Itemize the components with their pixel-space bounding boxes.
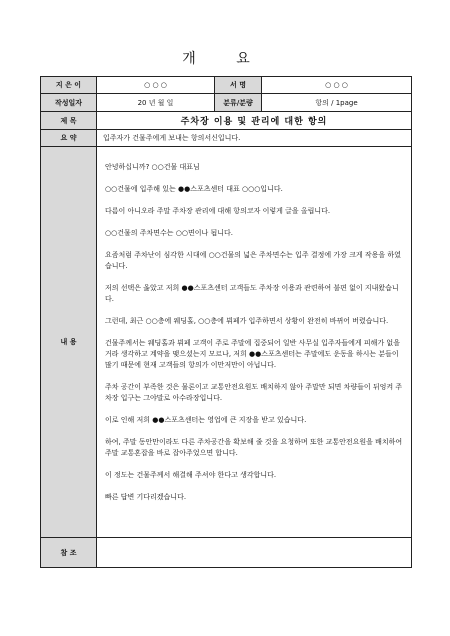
summary-form-table — [40, 76, 412, 568]
author-label: 지 은 이 — [41, 77, 97, 94]
date-label: 작성일자 — [41, 94, 97, 112]
content-label: 내 용 — [41, 147, 97, 538]
paragraph-greeting: 안녕하십니까? ○○건물 대표님 — [105, 163, 200, 171]
paragraph-expectation: 이 정도는 건물주께서 해결해 주셔야 한다고 생각합니다. — [105, 471, 277, 479]
category-label: 분류/분량 — [215, 94, 262, 112]
signature-value: ○ ○ ○ — [262, 77, 412, 94]
summary-label: 요 약 — [41, 130, 97, 147]
paragraph-change: 그런데, 최근 ○○층에 웨딩홀, ○○층에 뷔페가 입주하면서 상황이 완전히 바뀌어 버렸습니다. — [105, 317, 389, 325]
content-body — [97, 147, 412, 538]
paragraph-past-satisfaction: 저의 선택은 옳았고 저희 ●●스포츠센터 고객들도 주차장 이용과 관련하여 불편 없이 지내왔습니다. — [105, 284, 399, 303]
signature-label: 서 명 — [215, 77, 262, 94]
paragraph-parking-count: ○○건물의 주차면수는 ○○면이나 됩니다. — [105, 229, 233, 237]
paragraph-decision-reason: 요즘처럼 주차난이 심각한 시대에 ○○건물의 넓은 주차면수는 입주 결정에 가장 크게 작용을 하였습니다. — [105, 251, 401, 270]
reference-label: 참 조 — [41, 538, 97, 568]
paragraph-request: 하여, 주말 동안만이라도 다른 주차공간을 확보해 줄 것을 요청하며 또한 교통안전요원을 배치하여 주말 교통혼잡을 바로 잡아주었으면 합니다. — [105, 438, 403, 457]
paragraph-closing: 빠른 답변 기다리겠습니다. — [105, 493, 187, 501]
paragraph-complaint: 건물주께서는 웨딩홀과 뷔페 고객이 주로 주말에 집중되어 일반 사무실 입주자들에게 피해가 없을 거라 생각하고 계약을 맺으셨는지 모르나, 저희 ●●스포츠센터는 주말에도 운동을 하시는 분들이 많기 때문에 현재 고객들의 항의가 이만저만이 아닙니다. — [105, 339, 400, 369]
subject-value: 주차장 이용 및 관리에 대한 항의 — [97, 112, 412, 130]
subject-label: 제 목 — [41, 112, 97, 130]
paragraph-introduction: ○○건물에 입주해 있는 ●●스포츠센터 대표 ○○○입니다. — [105, 185, 283, 193]
summary-value: 입주자가 건물주에게 보내는 항의서신입니다. — [97, 130, 412, 147]
paragraph-parking-chaos: 주차 공간이 부족한 것은 물론이고 교통안전요원도 배치하지 않아 주말만 되면 차량들이 뒤엉켜 주차장 입구는 그야말로 아수라장입니다. — [105, 383, 403, 402]
paragraph-business-impact: 이로 인해 저희 ●●스포츠센터는 영업에 큰 지장을 받고 있습니다. — [105, 416, 307, 424]
author-value: ○ ○ ○ — [97, 77, 215, 94]
reference-value — [97, 538, 412, 568]
document-title: 개 요 — [182, 51, 268, 67]
paragraph-purpose: 다름이 아니오라 주말 주차장 관리에 대해 항의코자 이렇게 글을 올립니다. — [105, 207, 331, 215]
date-value: 20 년 월 일 — [97, 94, 215, 112]
category-value: 항의 / 1page — [262, 94, 412, 112]
